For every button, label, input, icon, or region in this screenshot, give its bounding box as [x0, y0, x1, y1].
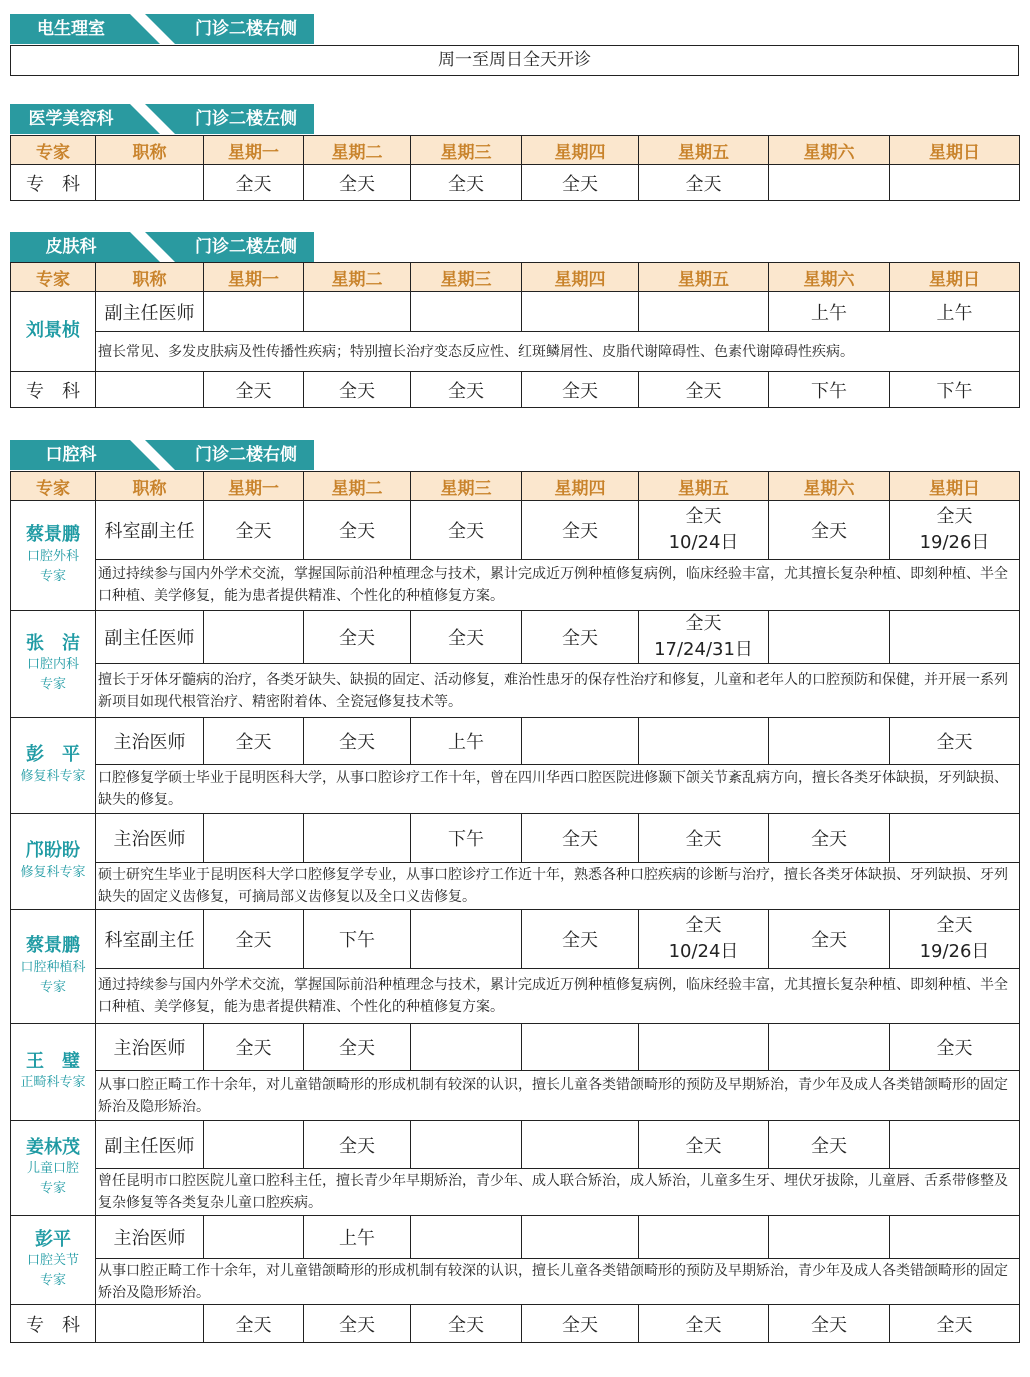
- day-cell: [639, 1024, 769, 1071]
- day-cell: [769, 718, 890, 765]
- day-cell: 下午: [890, 372, 1020, 408]
- doctor-title: 副主任医师: [96, 1121, 204, 1169]
- doctor-desc-row: [11, 332, 1020, 372]
- day-cell: 全天: [639, 165, 769, 201]
- day-cell: [204, 292, 304, 332]
- dept-header-derm: [10, 232, 314, 262]
- day-cell: [890, 910, 1020, 969]
- day-cell: [411, 611, 522, 664]
- doctor-name: 张 洁: [26, 632, 80, 654]
- doctor-description: 通过持续参与国内外学术交流，掌握国际前沿种植理念与技术，累计完成近万例种植修复病例，临床经验丰富，尤其擅长复杂种植、即刻种植、半全口种植、美学修复，能为患者提供精准、个性化的种植修复方案。: [96, 969, 1020, 1024]
- day-session: 全天: [685, 915, 722, 936]
- header-cell: 星期四: [522, 263, 639, 292]
- day-cell: [639, 1216, 769, 1259]
- day-session: 全天: [235, 1038, 272, 1059]
- doctor-specialty: 专家: [39, 568, 66, 584]
- day-cell: 全天: [411, 372, 522, 408]
- doctor-cell: [11, 718, 96, 814]
- day-cell: 全天: [522, 165, 639, 201]
- day-cell: [890, 814, 1020, 863]
- doctor-specialty: 专家: [39, 979, 66, 995]
- day-cell: [204, 910, 304, 969]
- doctor-desc-row: [11, 969, 1020, 1024]
- dental-table: [10, 471, 1020, 1343]
- doctor-specialty: 儿童口腔: [26, 1161, 79, 1177]
- doctor-title: 副主任医师: [96, 292, 204, 332]
- specialty-title: [96, 1305, 204, 1343]
- header-cell: 星期一: [204, 263, 304, 292]
- header-cell: 星期二: [304, 263, 411, 292]
- day-cell: [890, 165, 1020, 201]
- doctor-specialty: 专家: [39, 1181, 66, 1197]
- day-dates: 10/24日: [668, 941, 739, 962]
- doctor-desc-row: [11, 863, 1020, 910]
- doctor-specialty: 正畸科专家: [20, 1075, 86, 1091]
- day-session: 全天: [235, 521, 272, 542]
- day-cell: [522, 1024, 639, 1071]
- day-cell: 全天: [522, 1305, 639, 1343]
- doctor-description: 擅长于牙体牙髓病的治疗，各类牙缺失、缺损的固定、活动修复，难治性患牙的保存性治疗和修复，儿童和老年人的口腔预防和保健，并开展一系列新项目如现代根管治疗、精密附着体、全瓷冠修复技术等。: [96, 664, 1020, 718]
- day-cell: 上午: [769, 292, 890, 332]
- day-session: 全天: [811, 521, 847, 542]
- day-dates: 10/24日: [668, 532, 739, 553]
- day-cell: 全天: [769, 1305, 890, 1343]
- doctor-desc-row: [11, 1259, 1020, 1305]
- header-cell: 星期六: [769, 472, 890, 501]
- day-session: 全天: [811, 930, 847, 951]
- doctor-title: 科室副主任: [96, 501, 204, 560]
- day-session: 下午: [339, 930, 375, 951]
- doctor-cell: [11, 814, 96, 910]
- day-session: 全天: [811, 829, 847, 850]
- doctor-name: 蔡景鹏: [26, 935, 80, 957]
- doctor-specialty: 专家: [39, 677, 66, 693]
- day-cell: [411, 501, 522, 560]
- day-cell: [769, 1121, 890, 1169]
- header-cell: 星期六: [769, 136, 890, 165]
- day-cell: [522, 1216, 639, 1259]
- doctor-row: [11, 501, 1020, 560]
- derm-table: [10, 262, 1020, 408]
- day-cell: [639, 292, 769, 332]
- doctor-description: 从事口腔正畸工作十余年，对儿童错颌畸形的形成机制有较深的认识，擅长儿童各类错颌畸形的预防及早期矫治，青少年及成人各类错颌畸形的固定矫治及隐形矫治。: [96, 1259, 1020, 1305]
- day-cell: [769, 165, 890, 201]
- day-cell: [522, 718, 639, 765]
- day-session: 全天: [936, 732, 973, 753]
- header-cell: 星期三: [411, 263, 522, 292]
- day-cell: [522, 1121, 639, 1169]
- day-session: 全天: [562, 521, 598, 542]
- doctor-specialty: 修复科专家: [20, 864, 86, 880]
- day-cell: [304, 1024, 411, 1071]
- day-session: 全天: [936, 506, 973, 527]
- specialty-label: 专 科: [11, 1305, 96, 1343]
- day-cell: [304, 718, 411, 765]
- doctor-name: 蔡景鹏: [26, 524, 80, 546]
- header-cell: 星期日: [890, 136, 1020, 165]
- day-cell: [304, 1216, 411, 1259]
- day-cell: [304, 292, 411, 332]
- day-cell: 全天: [411, 165, 522, 201]
- day-session: 全天: [811, 1135, 847, 1157]
- day-session: 全天: [339, 1038, 375, 1059]
- day-cell: [639, 910, 769, 969]
- specialty-title: [96, 165, 204, 201]
- header-cell: 职称: [96, 263, 204, 292]
- dept-name: 电生理室: [37, 19, 105, 39]
- doctor-row: [11, 1216, 1020, 1259]
- dept-name: 皮肤科: [45, 237, 97, 257]
- day-cell: [304, 501, 411, 560]
- doctor-desc-row: [11, 664, 1020, 718]
- day-cell: [639, 718, 769, 765]
- doctor-row: [11, 611, 1020, 664]
- electro-notice: 周一至周日全天开诊: [10, 45, 1019, 76]
- day-cell: [769, 501, 890, 560]
- day-cell: [411, 910, 522, 969]
- doctor-row: [11, 814, 1020, 863]
- doctor-name: 彭平: [35, 1228, 71, 1250]
- day-cell: [639, 611, 769, 664]
- doctor-description: 通过持续参与国内外学术交流，掌握国际前沿种植理念与技术，累计完成近万例种植修复病例，临床经验丰富，尤其擅长复杂种植、即刻种植、半全口种植、美学修复，能为患者提供精准、个性化的种植修复方案。: [96, 560, 1020, 611]
- header-row: [11, 263, 1020, 292]
- doctor-specialty: 口腔关节: [26, 1253, 79, 1269]
- doctor-title: 主治医师: [96, 1216, 204, 1259]
- day-cell: 全天: [522, 372, 639, 408]
- day-dates: 17/24/31日: [654, 639, 753, 660]
- specialty-row: [11, 372, 1020, 408]
- day-cell: 全天: [204, 165, 304, 201]
- day-session: 全天: [339, 1135, 375, 1157]
- day-session: 上午: [448, 732, 484, 753]
- doctor-title: 主治医师: [96, 1024, 204, 1071]
- day-cell: [890, 1024, 1020, 1071]
- day-cell: 全天: [304, 165, 411, 201]
- day-session: 全天: [562, 930, 598, 951]
- day-cell: [204, 1121, 304, 1169]
- doctor-name: 姜林茂: [26, 1136, 80, 1158]
- doctor-row: [11, 910, 1020, 969]
- day-cell: [304, 1121, 411, 1169]
- header-cell: 星期日: [890, 263, 1020, 292]
- header-cell: 星期五: [639, 136, 769, 165]
- doctor-description: 曾任昆明市口腔医院儿童口腔科主任，擅长青少年早期矫治，青少年、成人联合矫治，成人矫治，儿童多生牙、埋伏牙拔除，儿童唇、舌系带修整及复杂修复等各类复杂儿童口腔疾病。: [96, 1169, 1020, 1216]
- doctor-desc-row: [11, 1169, 1020, 1216]
- doctor-title: 科室副主任: [96, 910, 204, 969]
- header-cell: 专家: [11, 136, 96, 165]
- day-cell: [890, 1121, 1020, 1169]
- day-cell: [522, 611, 639, 664]
- doctor-title: 副主任医师: [96, 611, 204, 664]
- day-cell: [304, 814, 411, 863]
- header-cell: 星期二: [304, 472, 411, 501]
- doctor-desc-row: [11, 765, 1020, 814]
- day-session: 全天: [339, 732, 375, 753]
- dept-location: 门诊二楼左侧: [195, 109, 297, 129]
- doctor-specialty: 口腔种植科: [20, 959, 86, 975]
- day-cell: [411, 292, 522, 332]
- doctor-name: 彭 平: [26, 744, 80, 766]
- day-cell: [411, 1024, 522, 1071]
- day-session: 全天: [685, 1135, 722, 1157]
- header-cell: 星期一: [204, 472, 304, 501]
- header-cell: 星期一: [204, 136, 304, 165]
- header-cell: 星期日: [890, 472, 1020, 501]
- doctor-name: 王 璧: [26, 1050, 80, 1072]
- day-cell: [639, 814, 769, 863]
- day-cell: 全天: [890, 1305, 1020, 1343]
- day-session: 全天: [339, 521, 375, 542]
- specialty-row: [11, 165, 1020, 201]
- header-cell: 星期四: [522, 472, 639, 501]
- day-cell: [204, 718, 304, 765]
- day-session: 全天: [936, 1038, 973, 1059]
- day-cell: [411, 814, 522, 863]
- doctor-specialty: 口腔外科: [26, 548, 79, 564]
- dept-name: 口腔科: [45, 445, 97, 465]
- day-cell: [522, 501, 639, 560]
- day-cell: [769, 611, 890, 664]
- day-cell: 全天: [204, 372, 304, 408]
- day-session: 全天: [685, 506, 722, 527]
- day-cell: 全天: [411, 1305, 522, 1343]
- doctor-specialty: 修复科专家: [20, 768, 86, 784]
- header-cell: 专家: [11, 263, 96, 292]
- doctor-specialty: 口腔内科: [26, 657, 79, 673]
- doctor-row: [11, 292, 1020, 332]
- day-cell: [204, 611, 304, 664]
- specialty-row: [11, 1305, 1020, 1343]
- doctor-cell: [11, 611, 96, 718]
- day-session: 全天: [562, 628, 598, 649]
- day-cell: [522, 292, 639, 332]
- dept-header-dental: [10, 440, 314, 470]
- day-session: 全天: [339, 628, 375, 649]
- day-cell: [411, 1216, 522, 1259]
- header-cell: 职称: [96, 472, 204, 501]
- day-session: 下午: [448, 829, 484, 850]
- specialty-title: [96, 372, 204, 408]
- header-cell: 星期五: [639, 263, 769, 292]
- day-session: 全天: [562, 829, 598, 850]
- day-cell: [769, 910, 890, 969]
- doctor-desc-row: [11, 1071, 1020, 1121]
- day-session: 全天: [448, 521, 484, 542]
- header-cell: 职称: [96, 136, 204, 165]
- doctor-cell: [11, 1121, 96, 1216]
- doctor-row: [11, 1121, 1020, 1169]
- dept-header-electro: [10, 14, 314, 44]
- doctor-cell: [11, 501, 96, 611]
- day-session: 全天: [685, 829, 722, 850]
- day-cell: [890, 501, 1020, 560]
- day-cell: [769, 814, 890, 863]
- cosmetic-table: [10, 135, 1020, 201]
- day-cell: [411, 718, 522, 765]
- doctor-cell: [11, 292, 96, 372]
- doctor-description: 硕士研究生毕业于昆明医科大学口腔修复学专业，从事口腔诊疗工作近十年，熟悉各种口腔疾病的诊断与治疗，擅长各类牙体缺损、牙列缺损、牙列缺失的固定义齿修复，可摘局部义齿修复以及全口义齿修复。: [96, 863, 1020, 910]
- header-row: [11, 136, 1020, 165]
- dept-location: 门诊二楼右侧: [195, 19, 297, 39]
- day-cell: [204, 814, 304, 863]
- doctor-desc-row: [11, 560, 1020, 611]
- day-cell: [639, 501, 769, 560]
- day-cell: [304, 611, 411, 664]
- day-cell: [204, 1024, 304, 1071]
- day-cell: 全天: [304, 372, 411, 408]
- day-session: 全天: [448, 628, 484, 649]
- doctor-name: 刘景桢: [26, 320, 80, 342]
- day-session: 全天: [235, 732, 272, 753]
- day-cell: [204, 501, 304, 560]
- header-cell: 星期六: [769, 263, 890, 292]
- specialty-label: 专 科: [11, 165, 96, 201]
- header-cell: 专家: [11, 472, 96, 501]
- doctor-description: 从事口腔正畸工作十余年，对儿童错颌畸形的形成机制有较深的认识，擅长儿童各类错颌畸形的预防及早期矫治，青少年及成人各类错颌畸形的固定矫治及隐形矫治。: [96, 1071, 1020, 1121]
- day-cell: [522, 814, 639, 863]
- doctor-cell: [11, 910, 96, 1024]
- day-cell: 下午: [769, 372, 890, 408]
- day-session: 全天: [685, 613, 722, 634]
- header-row: [11, 472, 1020, 501]
- day-cell: [522, 910, 639, 969]
- day-cell: [769, 1216, 890, 1259]
- doctor-cell: [11, 1024, 96, 1121]
- header-cell: 星期四: [522, 136, 639, 165]
- dept-location: 门诊二楼左侧: [195, 237, 297, 257]
- doctor-specialty: 专家: [39, 1273, 66, 1289]
- day-cell: [769, 1024, 890, 1071]
- day-cell: [890, 611, 1020, 664]
- header-cell: 星期三: [411, 136, 522, 165]
- day-session: 上午: [339, 1228, 375, 1249]
- doctor-row: [11, 718, 1020, 765]
- day-cell: [411, 1121, 522, 1169]
- specialty-label: 专 科: [11, 372, 96, 408]
- day-cell: 上午: [890, 292, 1020, 332]
- header-cell: 星期五: [639, 472, 769, 501]
- day-session: 全天: [235, 930, 272, 951]
- day-cell: 全天: [304, 1305, 411, 1343]
- day-session: 全天: [936, 915, 973, 936]
- day-cell: [304, 910, 411, 969]
- day-cell: 全天: [639, 372, 769, 408]
- day-cell: [890, 1216, 1020, 1259]
- doctor-description: 擅长常见、多发皮肤病及性传播性疾病；特别擅长治疗变态反应性、红斑鳞屑性、皮脂代谢障碍性、色素代谢障碍性疾病。: [96, 332, 1020, 372]
- doctor-cell: [11, 1216, 96, 1305]
- day-cell: [639, 1121, 769, 1169]
- dept-location: 门诊二楼右侧: [195, 445, 297, 465]
- day-cell: [204, 1216, 304, 1259]
- dept-name: 医学美容科: [28, 109, 114, 129]
- day-cell: 全天: [204, 1305, 304, 1343]
- day-cell: [890, 718, 1020, 765]
- day-dates: 19/26日: [919, 532, 990, 553]
- doctor-row: [11, 1024, 1020, 1071]
- header-cell: 星期二: [304, 136, 411, 165]
- doctor-title: 主治医师: [96, 718, 204, 765]
- doctor-description: 口腔修复学硕士毕业于昆明医科大学，从事口腔诊疗工作十年，曾在四川华西口腔医院进修颞下颌关节紊乱病方向，擅长各类牙体缺损，牙列缺损、缺失的修复。: [96, 765, 1020, 814]
- doctor-title: 主治医师: [96, 814, 204, 863]
- day-cell: 全天: [639, 1305, 769, 1343]
- doctor-name: 邝盼盼: [26, 840, 80, 862]
- header-cell: 星期三: [411, 472, 522, 501]
- dept-header-cosmetic: [10, 104, 314, 134]
- day-dates: 19/26日: [919, 941, 990, 962]
